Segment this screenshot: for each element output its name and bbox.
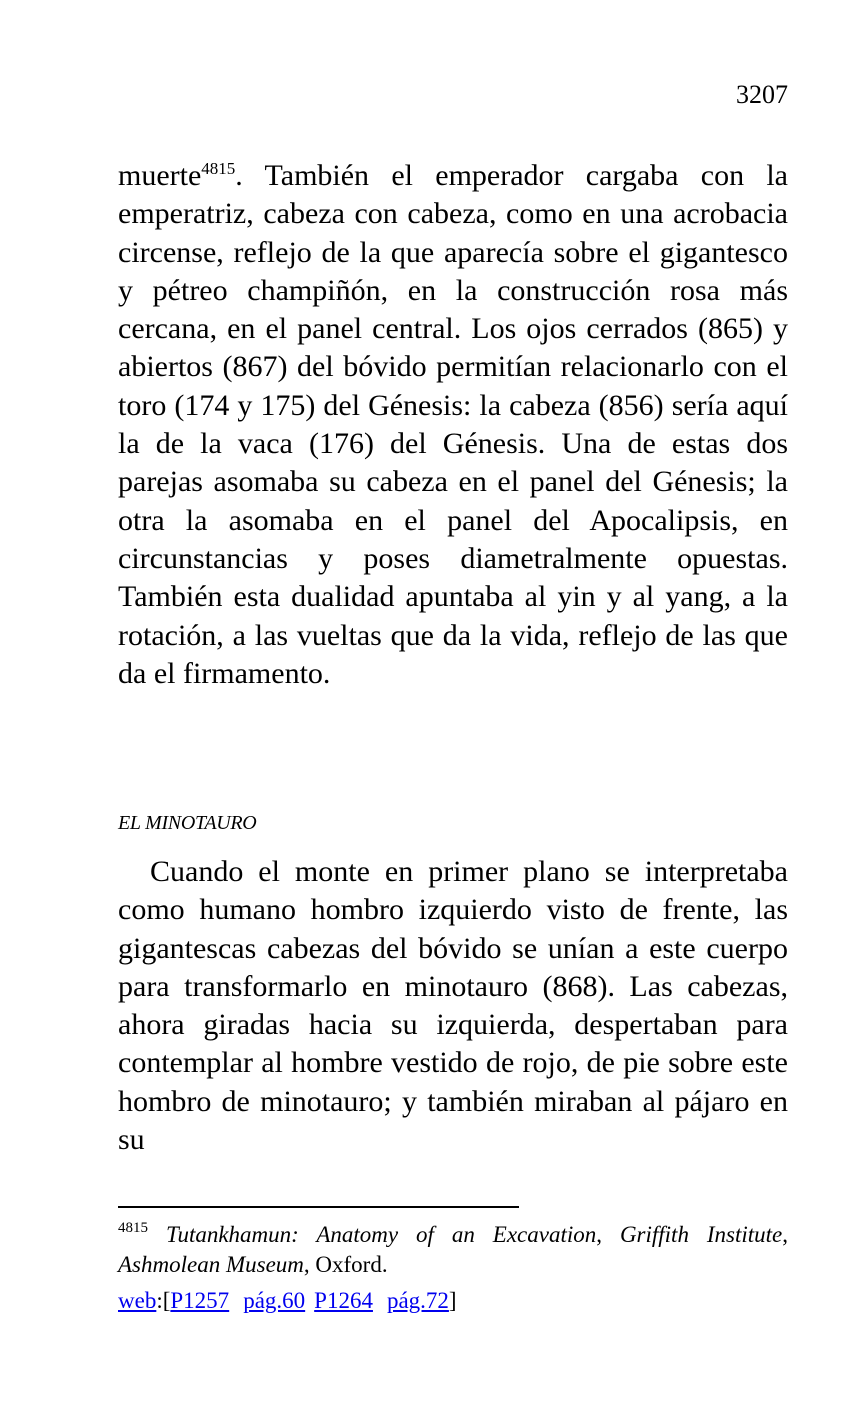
web-link[interactable]: web (118, 1288, 157, 1313)
footnote-tail: , Oxford. (303, 1252, 388, 1277)
footnote (118, 1220, 788, 1280)
link-p1257[interactable]: P1257 (170, 1288, 230, 1313)
links-close-bracket: ] (448, 1288, 457, 1313)
link-p1264[interactable]: P1264 (314, 1288, 373, 1313)
body-paragraph-1 (118, 157, 788, 693)
footnote-separator: , (596, 1222, 620, 1247)
footnote-title: Tutankhamun: Anatomy of an Excavation (165, 1222, 597, 1247)
footnote-reference[interactable]: 4815 (201, 159, 236, 178)
footnote-separator: , (782, 1222, 789, 1247)
footnote-museum: Ashmolean Museum (118, 1252, 304, 1277)
body-paragraph-2: Cuando el monte en primer plano se interpretaba como humano hombro izquierdo visto de frente, las gigantescas cabezas del bóvido se unían a este cuerpo para transformarlo en minotauro (868). Las cabezas, ahora giradas hacia su izquierda, despertaban para contemplar al hombre vestido de rojo, de pie sobre este hombro de minotauro; y también miraban al pájaro en su (118, 855, 788, 1157)
paragraph-text: . También el emperador cargaba con la emperatriz, cabeza con cabeza, como en una acrobacia circense, reflejo de la que aparecía sobre el gigantesco y pétreo champiñón, en la construcción rosa más cercana, en el panel central. Los ojos cerrados (865) y abiertos (867) del bóvido permitían relacionarlo con el toro (174 y 175) del Génesis: la cabeza (856) sería aquí la de la vaca (176) del Génesis. Una de estas dos parejas asomaba su cabeza en el panel del Génesis; la otra la asomaba en el panel del Apocalipsis, en circunstancias y poses diametralmente opuestas. También esta dualidad apuntaba al yin y al yang, a la rotación, a las vueltas que da la vida, reflejo de las que da el firmamento. (118, 159, 788, 690)
paragraph-lead-word: muerte (118, 159, 202, 192)
footnote-institute: Griffith Institute (619, 1222, 783, 1247)
section-heading: EL MINOTAURO (118, 812, 257, 834)
link-pag-72[interactable]: pág.72 (386, 1288, 449, 1313)
page-number: 3207 (736, 80, 788, 109)
links-open-bracket: :[ (156, 1288, 171, 1313)
footnote-links (118, 1286, 457, 1316)
footnote-divider (118, 1206, 519, 1208)
footnote-number: 4815 (118, 1220, 148, 1236)
link-pag-60[interactable]: pág.60 (243, 1288, 306, 1313)
